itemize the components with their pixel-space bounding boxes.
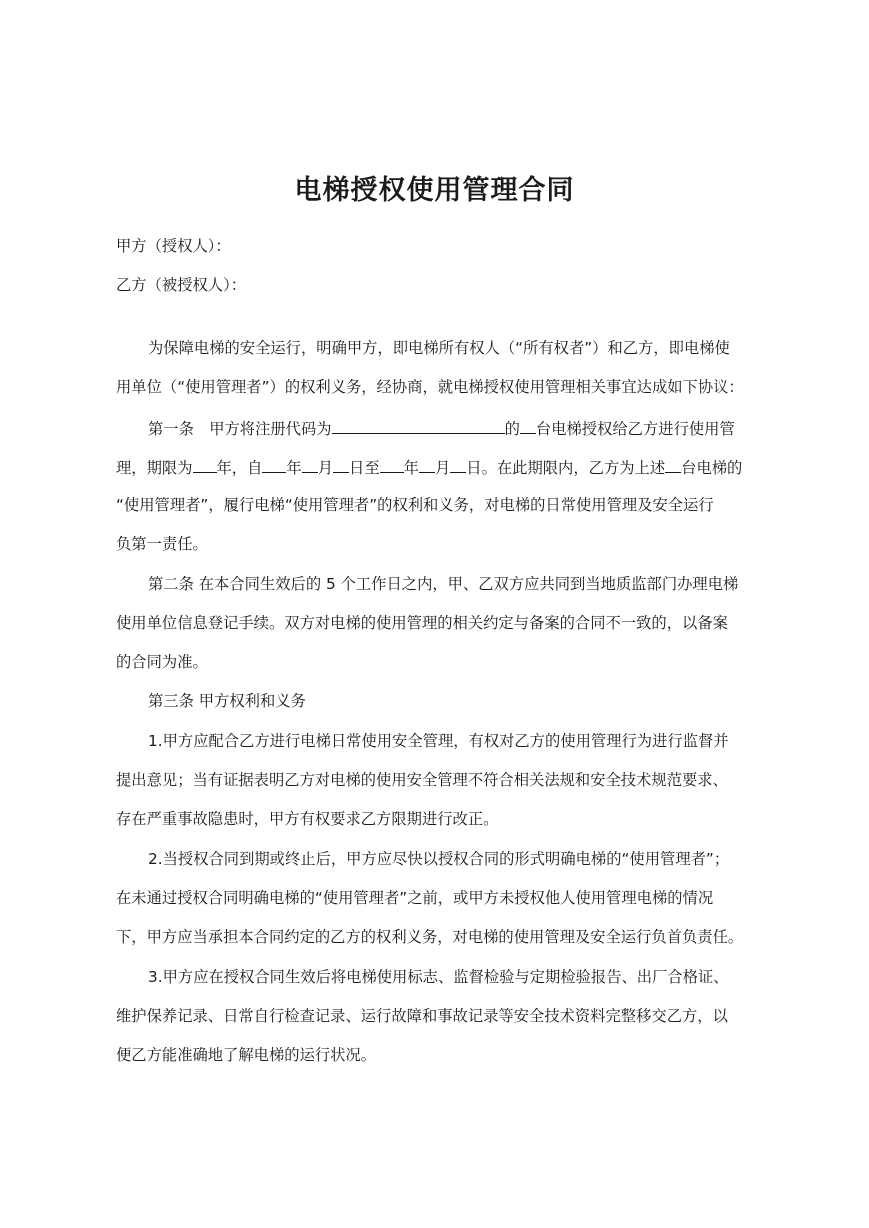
item-3-line-3: 便乙方能准确地了解电梯的运行状况。 (116, 1046, 377, 1064)
start-month-blank[interactable] (302, 455, 318, 473)
elevator-count-blank[interactable] (520, 416, 536, 434)
article-1-text: 台电梯授权给乙方进行使用管 (535, 420, 735, 438)
article-1-text: 第一条 甲方将注册代码为 (148, 420, 332, 438)
article-1-text: 年 (286, 459, 302, 477)
document-title: 电梯授权使用管理合同 (294, 175, 575, 206)
article-2-line-3: 的合同为准。 (116, 653, 208, 671)
item-2-line-3: 下，甲方应当承担本合同约定的乙方的权利义务，对电梯的使用管理及安全运行负首负责任。 (116, 928, 744, 946)
article-1-text: 日至 (349, 459, 380, 477)
article-1-text: 台电梯的 (681, 459, 743, 477)
article-1-text: 月 (434, 459, 451, 477)
intro-line-1: 为保障电梯的安全运行，明确甲方，即电梯所有权人（“所有权者”）和乙方，即电梯使 (148, 339, 730, 357)
article-1-text: 年 (403, 459, 419, 477)
party-b-label: 乙方（被授权人）： (116, 276, 247, 294)
term-years-blank[interactable] (193, 455, 217, 473)
article-1-line-3: “使用管理者”，履行电梯“使用管理者”的权利和义务，对电梯的日常使用管理及安全运行 (116, 496, 714, 514)
item-2-line-2: 在未通过授权合同明确电梯的“使用管理者”之前，或甲方未授权他人使用管理电梯的情况 (116, 889, 714, 907)
end-month-blank[interactable] (419, 455, 435, 473)
article-1-text: 日。在此期限内，乙方为上述 (466, 459, 666, 477)
item-3-line-1: 3.甲方应在授权合同生效后将电梯使用标志、监督检验与定期检验报告、出厂合格证、 (148, 968, 729, 986)
end-year-blank[interactable] (380, 455, 404, 473)
start-day-blank[interactable] (333, 455, 349, 473)
article-1-text: 理，期限为 (116, 459, 193, 477)
item-1-line-3: 存在严重事故隐患时，甲方有权要求乙方限期进行改正。 (116, 810, 499, 828)
article-1-text: 年，自 (216, 459, 263, 477)
article-1-text: 月 (317, 459, 334, 477)
intro-line-2: 用单位（“使用管理者”）的权利义务，经协商，就电梯授权使用管理相关事宜达成如下协议： (116, 378, 744, 396)
start-year-blank[interactable] (262, 455, 286, 473)
end-day-blank[interactable] (450, 455, 466, 473)
elevator-count-blank-2[interactable] (665, 455, 681, 473)
item-1-line-2: 提出意见；当有证据表明乙方对电梯的使用安全管理不符合相关法规和安全技术规范要求、 (116, 771, 728, 789)
article-3-heading: 第三条 甲方权利和义务 (148, 692, 306, 710)
article-1-line-1 (148, 416, 735, 440)
item-2-line-1: 2.当授权合同到期或终止后，甲方应尽快以授权合同的形式明确电梯的“使用管理者”； (148, 850, 730, 868)
registration-code-blank[interactable] (332, 416, 505, 434)
party-a-label: 甲方（授权人）： (116, 237, 231, 255)
article-2-line-1: 第二条 在本合同生效后的 5 个工作日之内，甲、乙双方应共同到当地质监部门办理电梯 (148, 575, 739, 593)
article-2-line-2: 使用单位信息登记手续。双方对电梯的使用管理的相关约定与备案的合同不一致的，以备案 (116, 614, 728, 632)
article-1-line-4: 负第一责任。 (116, 535, 208, 553)
article-1-text: 的 (504, 420, 520, 438)
item-1-line-1: 1.甲方应配合乙方进行电梯日常使用安全管理，有权对乙方的使用管理行为进行监督并 (148, 732, 729, 750)
article-1-line-2 (116, 455, 742, 479)
item-3-line-2: 维护保养记录、日常自行检查记录、运行故障和事故记录等安全技术资料完整移交乙方，以 (116, 1007, 728, 1025)
